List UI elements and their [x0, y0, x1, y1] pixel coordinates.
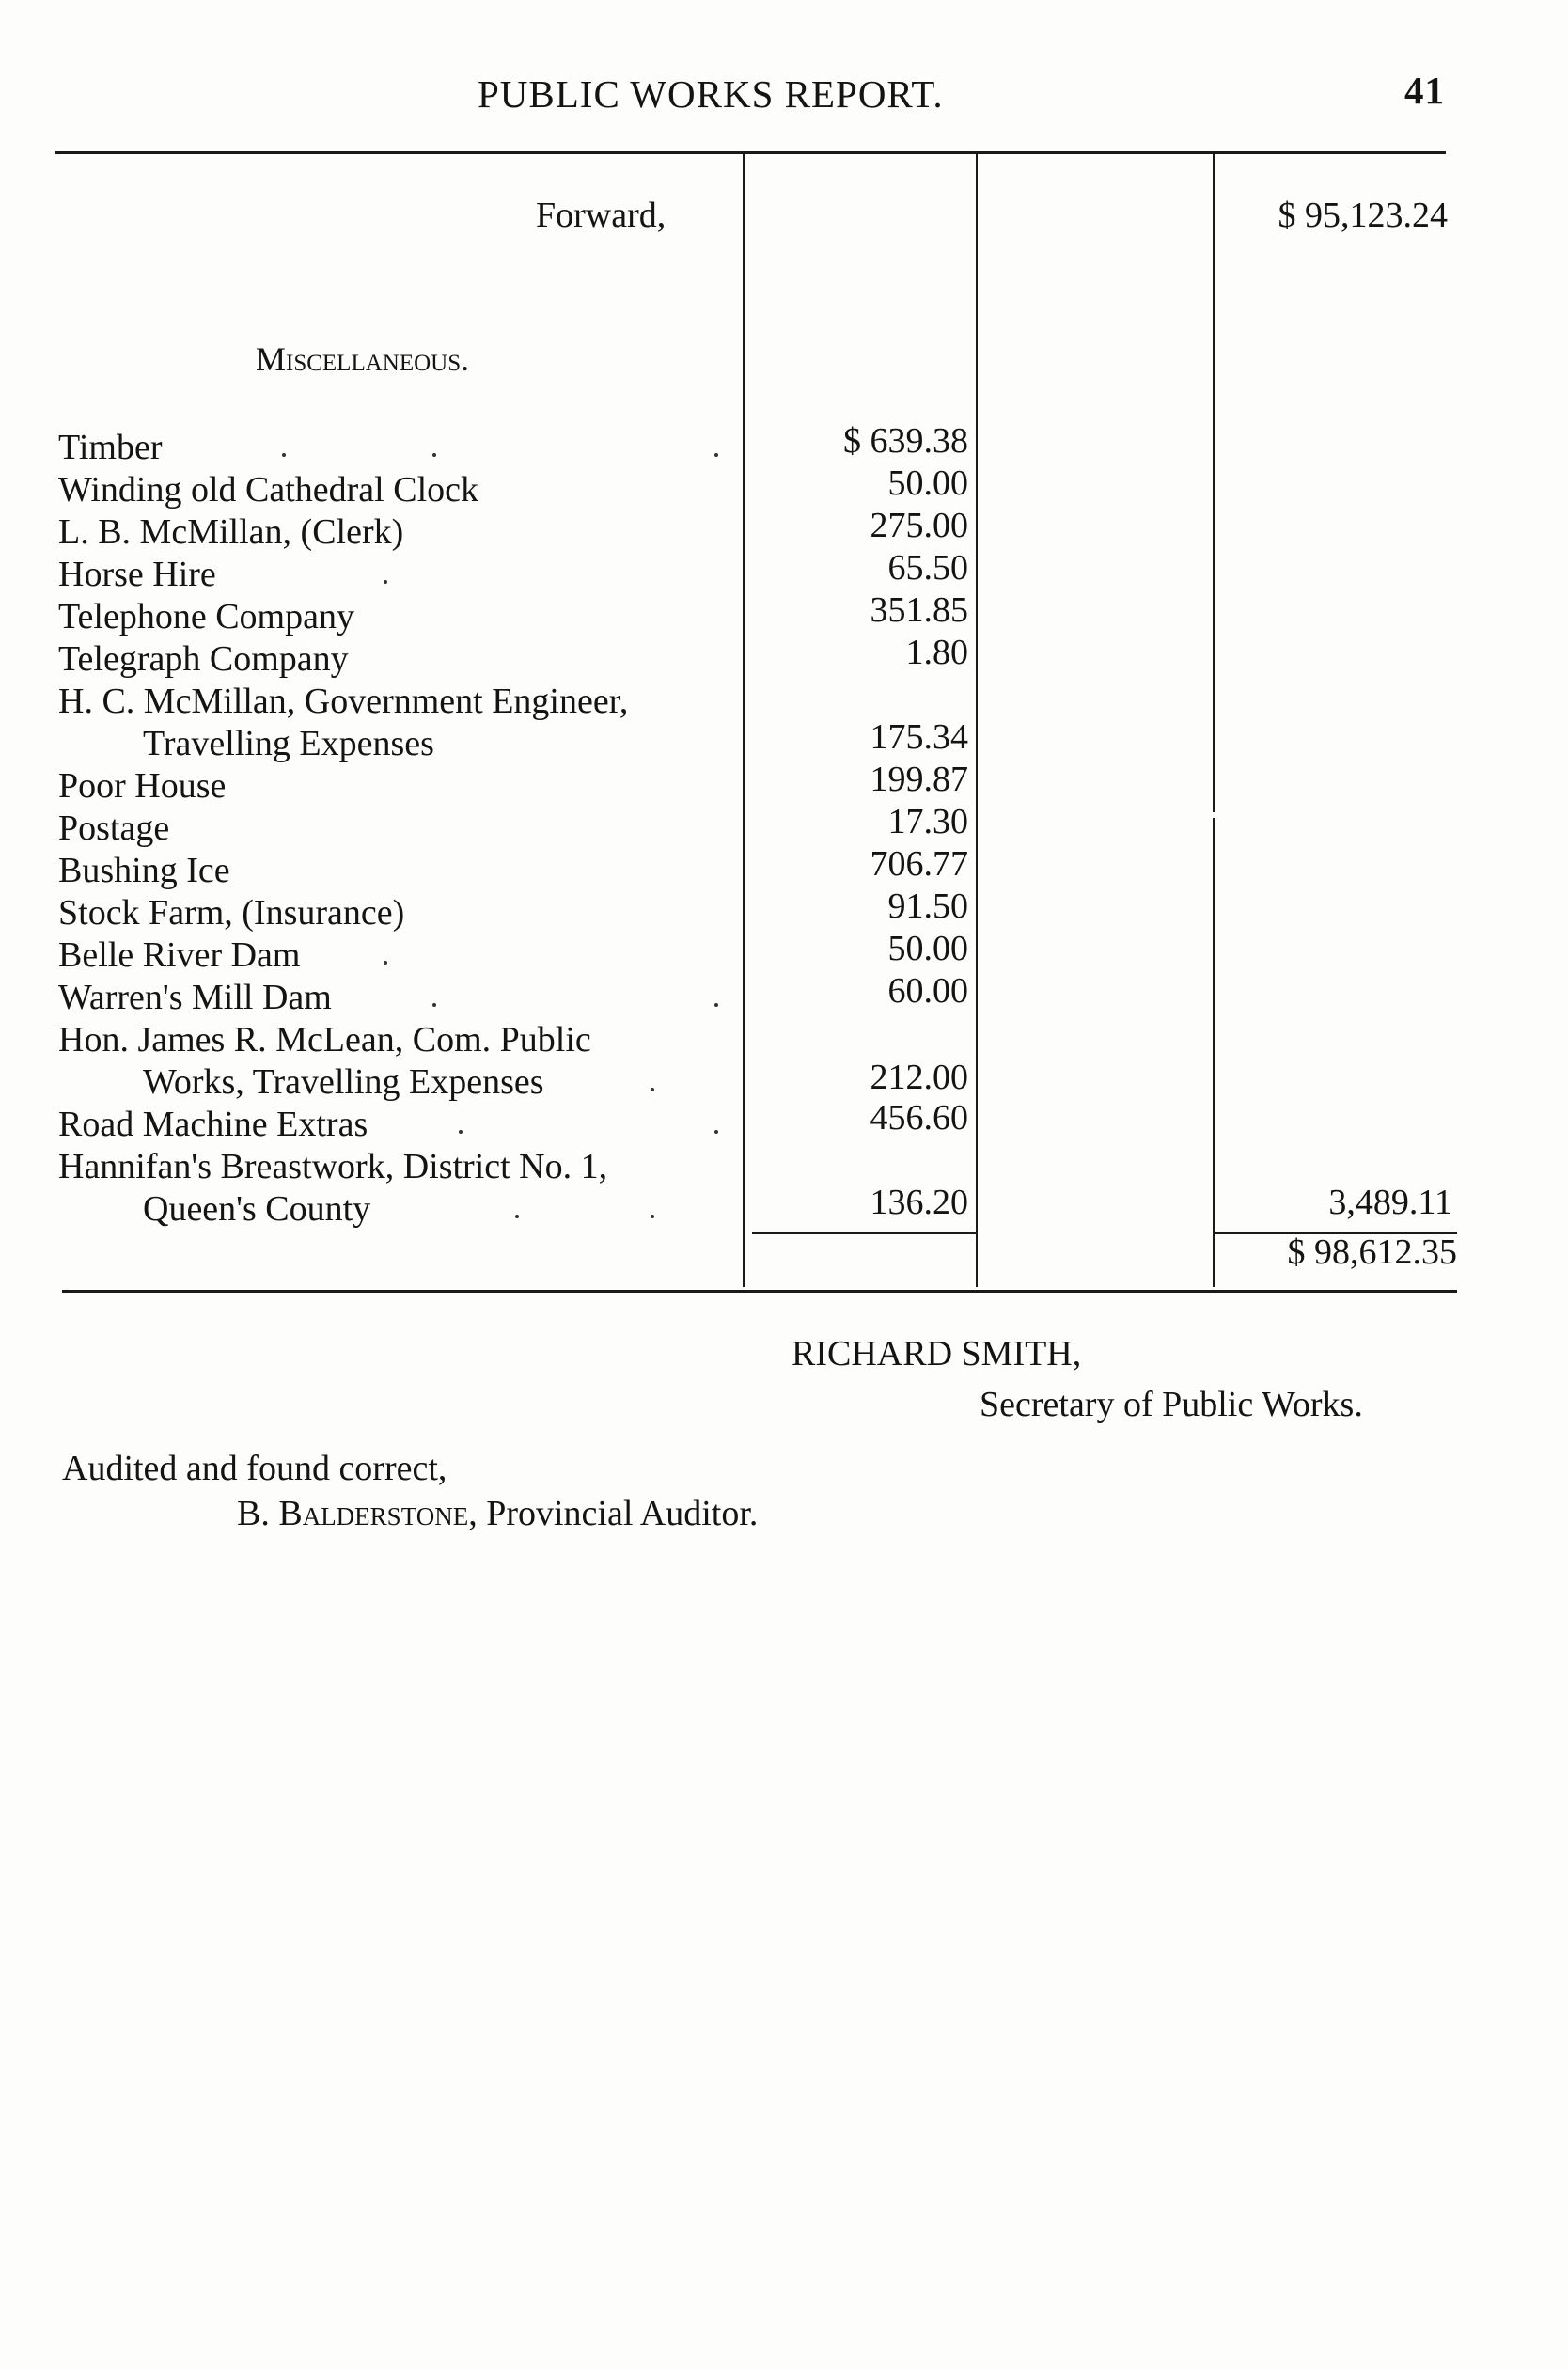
leader-dot — [384, 580, 387, 584]
forward-amount: $ 95,123.24 — [1278, 196, 1448, 235]
item-amount: 50.00 — [887, 929, 968, 968]
item-amount: 275.00 — [870, 506, 968, 545]
item-amount: 136.20 — [870, 1183, 968, 1222]
item-label: Hon. James R. McLean, Com. Public — [58, 1020, 591, 1059]
item-label: Timber — [58, 428, 163, 467]
item-label-continued: Travelling Expenses — [143, 724, 434, 763]
item-label: Hannifan's Breastwork, District No. 1, — [58, 1147, 608, 1186]
column-rule-4 — [1213, 818, 1215, 1287]
item-label: Road Machine Extras — [58, 1105, 368, 1144]
item-label: Telephone Company — [58, 597, 354, 636]
auditor-name: B. Balderstone, — [237, 1494, 478, 1533]
item-label-continued: Queen's County — [143, 1189, 371, 1229]
subtotal-amount: 3,489.11 — [1328, 1183, 1452, 1222]
total-amount: $ 98,612.35 — [1287, 1232, 1457, 1272]
item-label: Warren's Mill Dam — [58, 978, 332, 1017]
header-rule — [55, 151, 1446, 154]
item-amount: 50.00 — [887, 463, 968, 503]
item-amount: 175.34 — [870, 717, 968, 757]
item-amount: 1.80 — [905, 633, 968, 672]
table-bottom-rule — [62, 1290, 1457, 1293]
item-label: Winding old Cathedral Clock — [58, 470, 479, 510]
section-heading: Miscellaneous. — [256, 340, 470, 378]
leader-dot — [515, 1215, 519, 1218]
leader-dot — [432, 453, 436, 457]
page-number: 41 — [1404, 69, 1445, 112]
leader-dot — [714, 1130, 718, 1134]
item-amount: 351.85 — [870, 590, 968, 630]
item-label: H. C. McMillan, Government Engineer, — [58, 682, 629, 721]
item-amount: 706.77 — [870, 844, 968, 884]
item-label: Bushing Ice — [58, 851, 230, 890]
leader-dot — [384, 961, 387, 965]
item-amount: $ 639.38 — [843, 421, 968, 461]
item-label: Horse Hire — [58, 555, 216, 594]
item-amount: 456.60 — [870, 1098, 968, 1138]
item-amount: 65.50 — [887, 548, 968, 588]
audit-statement: Audited and found correct, — [62, 1449, 447, 1488]
item-label: L. B. McMillan, (Clerk) — [58, 512, 404, 552]
leader-dot — [651, 1215, 654, 1218]
item-label: Telegraph Company — [58, 639, 349, 679]
auditor-line — [237, 1493, 758, 1534]
item-amount: 17.30 — [887, 802, 968, 841]
item-label: Stock Farm, (Insurance) — [58, 893, 405, 933]
item-label-continued: Works, Travelling Expenses — [143, 1062, 544, 1102]
amount-rule — [752, 1232, 978, 1234]
leader-dot — [651, 1088, 654, 1091]
item-label: Belle River Dam — [58, 935, 301, 975]
item-amount: 60.00 — [887, 971, 968, 1011]
item-amount: 212.00 — [870, 1058, 968, 1097]
page-title: PUBLIC WORKS REPORT. — [478, 72, 944, 116]
column-rule-2 — [976, 154, 978, 1287]
item-amount: 199.87 — [870, 760, 968, 799]
item-amount: 91.50 — [887, 887, 968, 926]
item-label: Postage — [58, 808, 170, 848]
leader-dot — [432, 1003, 436, 1007]
auditor-title: Provincial Auditor. — [486, 1494, 759, 1533]
signatory-name: RICHARD SMITH, — [792, 1334, 1082, 1373]
leader-dot — [714, 1003, 718, 1007]
leader-dot — [459, 1130, 463, 1134]
leader-dot — [714, 453, 718, 457]
column-rule-3 — [1213, 154, 1215, 812]
leader-dot — [282, 453, 286, 457]
item-label: Poor House — [58, 766, 227, 806]
forward-label: Forward, — [536, 196, 666, 235]
signatory-title: Secretary of Public Works. — [980, 1385, 1363, 1424]
